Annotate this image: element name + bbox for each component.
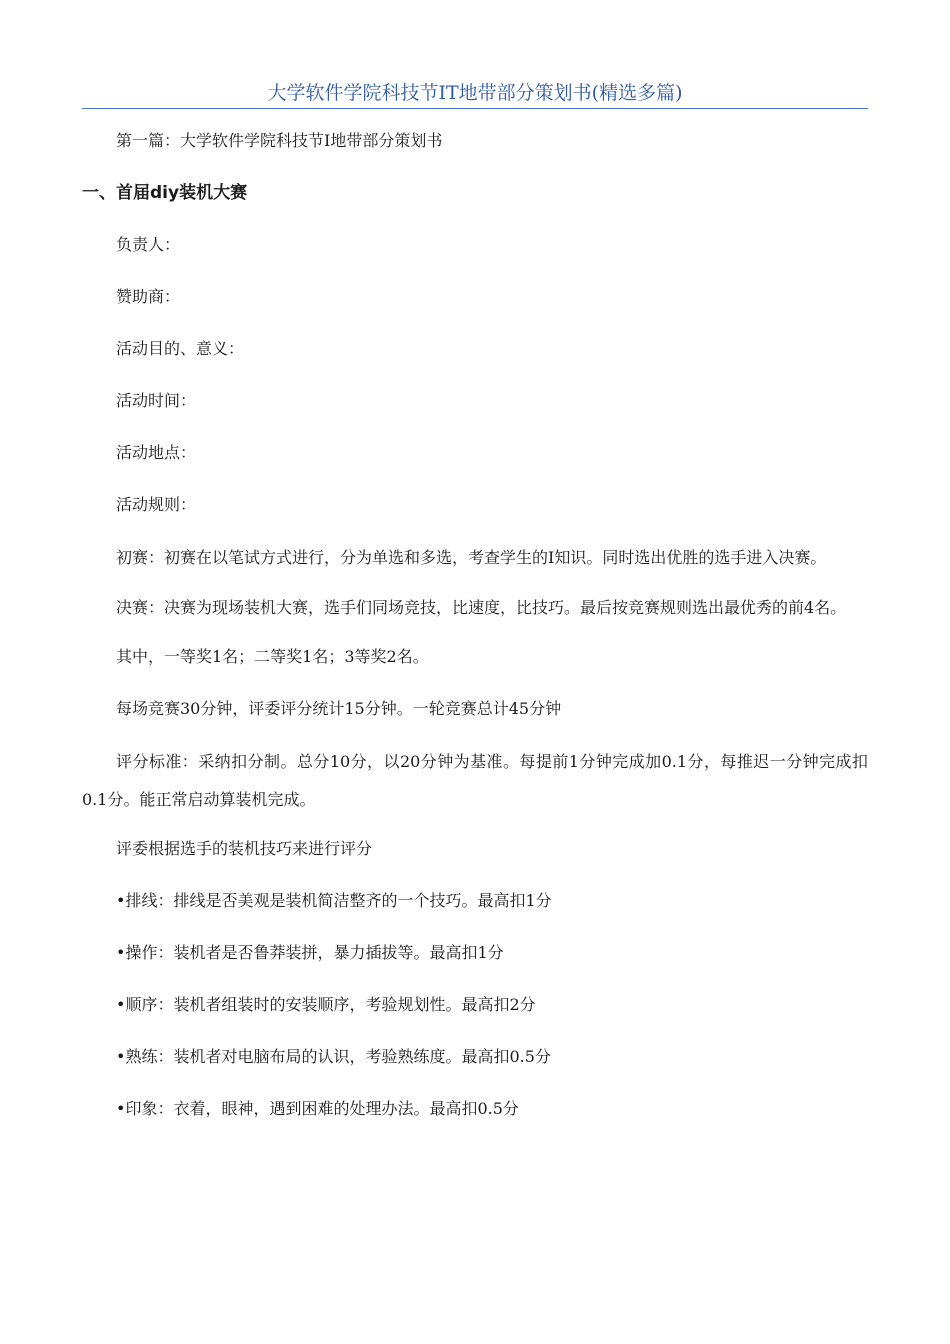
header-divider bbox=[82, 108, 868, 109]
prelim-paragraph: 初赛：初赛在以笔试方式进行，分为单选和多选，考查学生的I知识。同时选出优胜的选手进入决赛。 bbox=[116, 548, 827, 567]
document-body bbox=[82, 123, 868, 1143]
section-heading: 一、首届diy装机大赛 bbox=[82, 183, 248, 203]
criterion-item: •顺序：装机者组装时的安装顺序，考验规划性。最高扣2分 bbox=[116, 995, 536, 1014]
criterion-item: •排线：排线是否美观是装机简洁整齐的一个技巧。最高扣1分 bbox=[116, 891, 552, 910]
criterion-item: •熟练：装机者对电脑布局的认识，考验熟练度。最高扣0.5分 bbox=[116, 1047, 551, 1066]
field-rules: 活动规则： bbox=[116, 495, 197, 514]
field-time: 活动时间： bbox=[116, 391, 197, 410]
prizes-paragraph: 其中，一等奖1名；二等奖1名；3等奖2名。 bbox=[116, 647, 429, 666]
field-sponsor: 赞助商： bbox=[116, 287, 181, 306]
scoring-paragraph: 评分标准：采纳扣分制。总分10分，以20分钟为基准。每提前1分钟完成加0.1分，每推迟一分钟完成扣0.1分。能正常启动算装机完成。 bbox=[82, 752, 868, 809]
duration-paragraph: 每场竞赛30分钟，评委评分统计15分钟。一轮竞赛总计45分钟 bbox=[116, 699, 562, 718]
field-owner: 负责人： bbox=[116, 235, 181, 254]
final-paragraph: 决赛：决赛为现场装机大赛，选手们同场竞技，比速度，比技巧。最后按竞赛规则选出最优秀的前4名。 bbox=[116, 598, 847, 617]
field-purpose: 活动目的、意义： bbox=[116, 339, 245, 358]
judge-intro: 评委根据选手的装机技巧来进行评分 bbox=[116, 839, 373, 858]
chapter-title: 第一篇：大学软件学院科技节I地带部分策划书 bbox=[116, 131, 443, 150]
criterion-item: •操作：装机者是否鲁莽装拼，暴力插拔等。最高扣1分 bbox=[116, 943, 504, 962]
document-header-title: 大学软件学院科技节IT地带部分策划书(精选多篇) bbox=[267, 82, 683, 104]
criterion-item: •印象：衣着，眼神，遇到困难的处理办法。最高扣0.5分 bbox=[116, 1099, 519, 1118]
field-place: 活动地点： bbox=[116, 443, 197, 462]
